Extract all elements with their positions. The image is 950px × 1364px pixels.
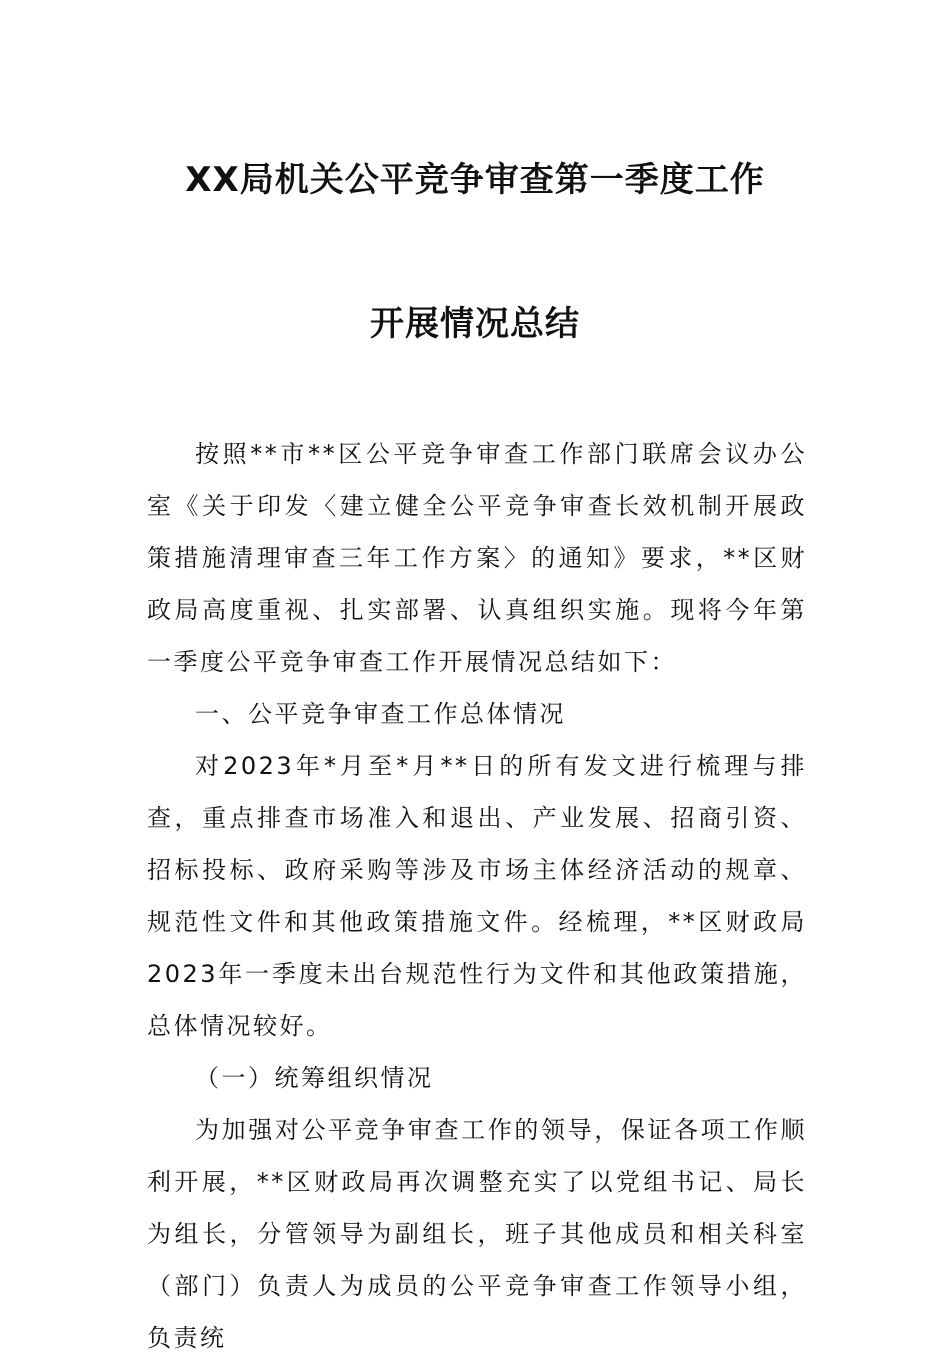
document-title-line-1: XX局机关公平竞争审查第一季度工作 <box>185 160 765 200</box>
organization-paragraph: 为加强对公平竞争审查工作的领导，保证各项工作顺利开展，**区财政局再次调整充实了以党组书记、局长为组长，分管领导为副组长，班子其他成员和相关科室（部门）负责人为成员的公平竞争审查工作领导小组，负责统 <box>147 1116 807 1352</box>
section-heading-overview: 一、公平竞争审查工作总体情况 <box>195 700 566 728</box>
overview-paragraph: 对2023年*月至*月**日的所有发文进行梳理与排查，重点排查市场准入和退出、产业发展、招商引资、招标投标、政府采购等涉及市场主体经济活动的规章、规范性文件和其他政策措施文件。经梳理，**区财政局2023年一季度未出台规范性行为文件和其他政策措施，总体情况较好。 <box>147 752 807 1040</box>
intro-paragraph: 按照**市**区公平竞争审查工作部门联席会议办公室《关于印发〈建立健全公平竞争审查长效机制开展政策措施清理审查三年工作方案〉的通知》要求，**区财政局高度重视、扎实部署、认真组织实施。现将今年第一季度公平竞争审查工作开展情况总结如下： <box>147 440 807 676</box>
subsection-heading-organization: （一）统筹组织情况 <box>195 1064 434 1092</box>
document-title-line-2: 开展情况总结 <box>370 304 580 344</box>
document-body <box>147 428 807 1364</box>
